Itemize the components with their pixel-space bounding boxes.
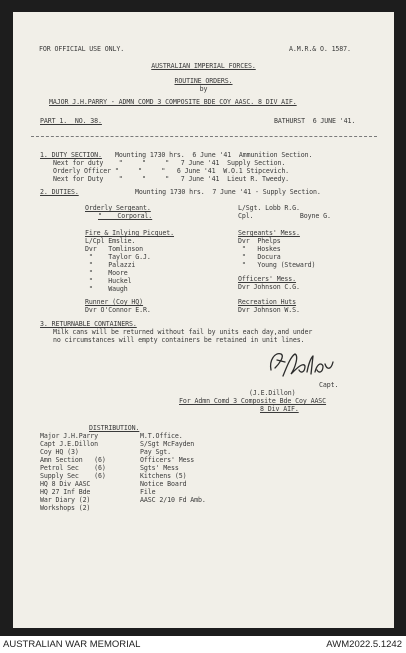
distribution-item: Coy HQ (3) bbox=[40, 448, 79, 456]
picquet-member: L/Cpl Emslie. bbox=[85, 237, 136, 245]
signature-division: 8 Div AIF. bbox=[260, 405, 299, 413]
distribution-item: Officers' Mess bbox=[140, 456, 195, 464]
officers-mess-heading: Officers' Mess. bbox=[238, 275, 297, 283]
containers-text: no circumstances will empty containers be retained in unit lines. bbox=[53, 336, 305, 344]
distribution-item: Capt J.E.Dillon bbox=[40, 440, 99, 448]
signature-rank: Capt. bbox=[319, 381, 339, 389]
separator-line bbox=[31, 136, 377, 137]
runner-heading: Runner (Coy HQ) bbox=[85, 298, 144, 306]
handwritten-signature bbox=[265, 348, 337, 382]
distribution-item: Pay Sgt. bbox=[140, 448, 171, 456]
runner-name: Dvr O'Connor E.R. bbox=[85, 306, 151, 314]
containers-heading: 3. RETURNABLE CONTAINERS. bbox=[40, 320, 137, 328]
sergeants-mess-member: " Docura bbox=[238, 253, 281, 261]
duties-heading: 2. DUTIES. bbox=[40, 188, 79, 196]
picquet-member: Dvr Tomlinson bbox=[85, 245, 144, 253]
orderly-sergeant-name: L/Sgt. Lobb R.G. bbox=[238, 204, 300, 212]
sergeants-mess-heading: Sergeants' Mess. bbox=[238, 229, 300, 237]
distribution-item: S/Sgt McFayden bbox=[140, 440, 195, 448]
place-date: BATHURST 6 JUNE '41. bbox=[274, 117, 356, 125]
picquet-member: " Moore bbox=[85, 269, 128, 277]
distribution-item: M.T.Office. bbox=[140, 432, 183, 440]
sergeants-mess-member: " Young (Steward) bbox=[238, 261, 316, 269]
document-page bbox=[13, 12, 394, 628]
archive-name: AUSTRALIAN WAR MEMORIAL bbox=[3, 639, 141, 650]
distribution-item: Sgts' Mess bbox=[140, 464, 179, 472]
picquet-member: " Huckel bbox=[85, 277, 132, 285]
picquet-member: " Taylor G.J. bbox=[85, 253, 151, 261]
title-routine-orders: ROUTINE ORDERS. bbox=[174, 77, 233, 85]
sergeants-mess-member: Dvr Phelps bbox=[238, 237, 281, 245]
containers-text: Milk cans will be returned without fail by units each day,and under bbox=[53, 328, 313, 336]
distribution-item: Major J.H.Parry bbox=[40, 432, 99, 440]
signature-name: (J.E.Dillon) bbox=[249, 389, 296, 397]
distribution-item: Petrol Sec (6) bbox=[40, 464, 106, 472]
duty-row: Next for Duty " " " 7 June '41 Lieut R. Tweedy. bbox=[53, 175, 290, 183]
recreation-name: Dvr Johnson W.S. bbox=[238, 306, 300, 314]
duties-mounting: Mounting 1730 hrs. 7 June '41 - Supply Section. bbox=[135, 188, 321, 196]
duty-row: Mounting 1730 hrs. 6 June '41 Ammunition Section. bbox=[115, 151, 313, 159]
distribution-item: Kitchens (5) bbox=[140, 472, 187, 480]
title-forces: AUSTRALIAN IMPERIAL FORCES. bbox=[151, 62, 256, 70]
fire-picquet-heading: Fire & Inlying Picquet. bbox=[85, 229, 175, 237]
title-by: by bbox=[199, 85, 208, 93]
title-issuer: MAJOR J.H.PARRY - ADMN COMD 3 COMPOSITE BDE COY AASC. 8 DIV AIF. bbox=[49, 98, 297, 106]
security-marking: FOR OFFICIAL USE ONLY. bbox=[39, 45, 125, 53]
distribution-item: Workshops (2) bbox=[40, 504, 91, 512]
distribution-heading: DISTRIBUTION. bbox=[89, 424, 140, 432]
reference-number: A.M.R.& O. 1587. bbox=[289, 45, 351, 53]
distribution-item: War Diary (2) bbox=[40, 496, 91, 504]
distribution-item: Supply Sec (6) bbox=[40, 472, 106, 480]
officers-mess-name: Dvr Johnson C.G. bbox=[238, 283, 300, 291]
signature-for: For Admn Comd 3 Composite Bde Coy AASC bbox=[179, 397, 327, 405]
duty-row: Orderly Officer " " " 6 June '41 W.O.1 Stipcevich. bbox=[53, 167, 290, 175]
distribution-item: Amn Section (6) bbox=[40, 456, 106, 464]
duty-section-heading: 1. DUTY SECTION. bbox=[40, 151, 102, 159]
part-number: PART 1. NO. 38. bbox=[40, 117, 102, 125]
orderly-corporal-heading: " Corporal. bbox=[98, 212, 153, 220]
orderly-corporal-name: Cpl. Boyne G. bbox=[238, 212, 331, 220]
distribution-item: Notice Board bbox=[140, 480, 187, 488]
duty-row: Next for duty " " " 7 June '41 Supply Section. bbox=[53, 159, 286, 167]
picquet-member: " Waugh bbox=[85, 285, 128, 293]
archive-footer bbox=[0, 636, 406, 653]
picquet-member: " Palazzi bbox=[85, 261, 136, 269]
accession-number: AWM2022.5.1242 bbox=[326, 639, 402, 650]
distribution-item: File bbox=[140, 488, 156, 496]
distribution-item: AASC 2/10 Fd Amb. bbox=[140, 496, 206, 504]
distribution-item: HQ 8 Div AASC bbox=[40, 480, 91, 488]
sergeants-mess-member: " Hoskes bbox=[238, 245, 281, 253]
orderly-sergeant-heading: Orderly Sergeant. bbox=[85, 204, 151, 212]
recreation-heading: Recreation Huts bbox=[238, 298, 297, 306]
distribution-item: HQ 27 Inf Bde bbox=[40, 488, 91, 496]
